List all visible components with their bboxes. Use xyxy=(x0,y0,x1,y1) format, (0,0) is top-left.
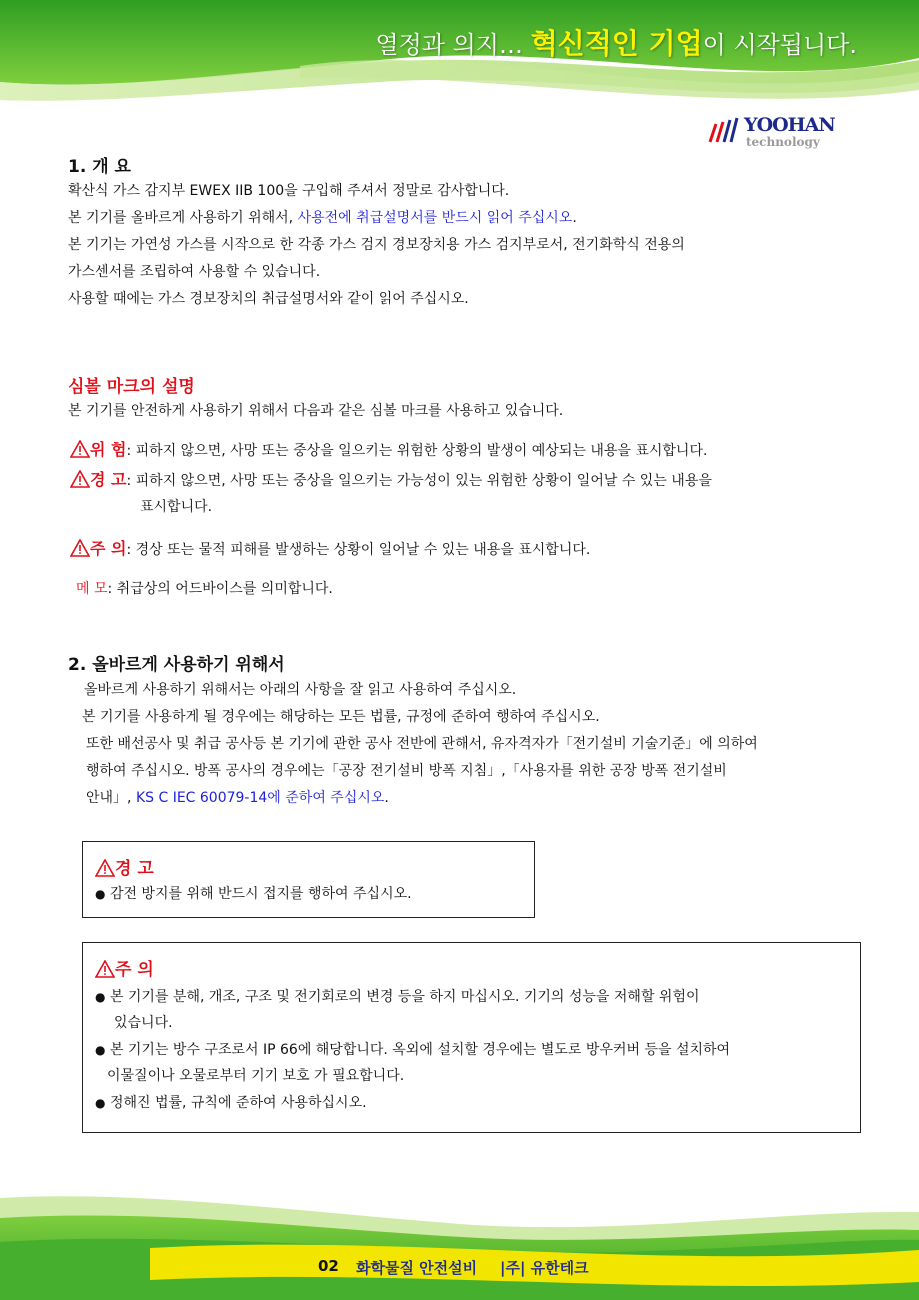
logo-stripes-icon xyxy=(706,116,742,146)
section-1-line-5: 사용할 때에는 가스 경보장치의 취급설명서와 같이 읽어 주십시오. xyxy=(68,291,469,307)
section-2-line-2: 본 기기를 사용하게 될 경우에는 해당하는 모든 법률, 규정에 준하여 행하여 주십시오. xyxy=(82,709,600,725)
warning-triangle-icon xyxy=(70,470,90,488)
danger-row xyxy=(70,440,707,460)
caution-box-item-2-cont: 이물질이나 오물로부터 기기 보호 가 필요합니다. xyxy=(107,1068,405,1084)
section-2-line-1: 올바르게 사용하기 위해서는 아래의 사항을 잘 읽고 사용하여 주십시오. xyxy=(84,682,517,698)
memo-label: 메 모 xyxy=(76,581,108,597)
bullet-icon: ● xyxy=(95,990,106,1004)
section-2-line-3: 또한 배선공사 및 취급 공사등 본 기기에 관한 공사 전반에 관해서, 유자격자가「전기설비 기술기준」에 의하여 xyxy=(86,736,758,752)
caution-box-item-3 xyxy=(95,1094,367,1112)
section-1-title: 1. 개 요 xyxy=(68,157,131,177)
warning-text-cont: 표시합니다. xyxy=(140,499,213,515)
section-1-line-2 xyxy=(68,209,577,227)
caution-item-1-text: 본 기기를 분해, 개조, 구조 및 전기회로의 변경 등을 하지 마십시오. 기기의 성능을 저해할 위험이 xyxy=(109,989,700,1005)
footer-company: |주| 유한테크 xyxy=(500,1259,589,1277)
danger-label: 위 험 xyxy=(90,440,127,459)
standard-reference: KS C IEC 60079-14에 준하여 주십시오 xyxy=(135,790,385,806)
warning-triangle-icon xyxy=(70,539,90,557)
symbol-intro: 본 기기를 안전하게 사용하기 위해서 다음과 같은 심볼 마크를 사용하고 있습니다. xyxy=(68,403,564,419)
memo-text: : 취급상의 어드바이스를 의미합니다. xyxy=(107,581,333,597)
warning-text: : 피하지 않으면, 사망 또는 중상을 일으키는 가능성이 있는 위험한 상황이 일어날 수 있는 내용을 xyxy=(126,473,712,489)
footer-doc-title: 화학물질 안전설비 xyxy=(356,1259,478,1277)
bullet-icon: ● xyxy=(95,1096,106,1110)
warning-box-item xyxy=(95,885,412,903)
logo-wordmark: YOOHAN xyxy=(744,114,835,136)
caution-box-item-1-cont: 있습니다. xyxy=(114,1015,173,1031)
warning-label: 경 고 xyxy=(90,470,127,489)
caution-box-title xyxy=(95,955,154,980)
banner-highlight: 혁신적인 기업 xyxy=(530,27,703,60)
bullet-icon: ● xyxy=(95,1043,106,1057)
warning-row xyxy=(70,470,712,490)
warning-box-title xyxy=(95,854,154,879)
caution-box-item-1 xyxy=(95,988,700,1006)
caution-text: : 경상 또는 물적 피해를 발생하는 상황이 일어날 수 있는 내용을 표시합니다. xyxy=(126,542,591,558)
warning-box-label: 경 고 xyxy=(115,859,154,879)
warning-triangle-icon xyxy=(95,859,115,877)
banner-suffix: 이 시작됩니다. xyxy=(702,31,857,59)
section-1-line-1: 확산식 가스 감지부 EWEX IIB 100을 구입해 주셔서 정말로 감사합니다. xyxy=(68,183,510,199)
logo-subtitle: technology xyxy=(746,135,820,149)
warning-box-item-text: 감전 방지를 위해 반드시 접지를 행하여 주십시오. xyxy=(109,886,412,902)
section-1-line-4: 가스센서를 조립하여 사용할 수 있습니다. xyxy=(68,264,321,280)
caution-item-3-text: 정해진 법률, 규칙에 준하여 사용하십시오. xyxy=(109,1095,367,1111)
warning-triangle-icon xyxy=(95,960,115,978)
read-manual-notice: 사용전에 취급설명서를 반드시 읽어 주십시오 xyxy=(297,210,573,226)
warning-box xyxy=(82,841,535,918)
section-1-line-2-end: . xyxy=(572,210,577,226)
section-2-line-5-text: 안내」, xyxy=(86,790,136,806)
section-2-title: 2. 올바르게 사용하기 위해서 xyxy=(68,655,285,675)
footer-banner xyxy=(0,1190,919,1300)
bullet-icon: ● xyxy=(95,887,106,901)
caution-box-item-2 xyxy=(95,1041,730,1059)
danger-text: : 피하지 않으면, 사망 또는 중상을 일으키는 위험한 상황의 발생이 예상되는 내용을 표시합니다. xyxy=(126,443,708,459)
caution-box-label: 주 의 xyxy=(115,960,154,980)
company-logo xyxy=(706,108,856,156)
banner-prefix: 열정과 의지… xyxy=(375,31,531,59)
section-2-line-4: 행하여 주십시오. 방폭 공사의 경우에는「공장 전기설비 방폭 지침」,「사용자를 위한 공장 방폭 전기설비 xyxy=(86,763,727,779)
caution-box xyxy=(82,942,861,1133)
memo-row xyxy=(76,580,333,598)
section-1-line-3: 본 기기는 가연성 가스를 시작으로 한 각종 가스 검지 경보장치용 가스 검지부로서, 전기화학식 전용의 xyxy=(68,237,685,253)
caution-label: 주 의 xyxy=(90,539,127,558)
section-2-line-5 xyxy=(86,789,389,807)
caution-row xyxy=(70,539,590,559)
page-number: 02 xyxy=(318,1257,339,1275)
banner-slogan xyxy=(375,22,857,62)
section-1-line-2-text: 본 기기를 올바르게 사용하기 위해서, xyxy=(68,210,298,226)
caution-item-2-text: 본 기기는 방수 구조로서 IP 66에 해당합니다. 옥외에 설치할 경우에는 별도로 방우커버 등을 설치하여 xyxy=(109,1042,731,1058)
warning-triangle-icon xyxy=(70,440,90,458)
section-2-line-5-end: . xyxy=(384,790,389,806)
symbol-section-title: 심볼 마크의 설명 xyxy=(68,377,195,397)
